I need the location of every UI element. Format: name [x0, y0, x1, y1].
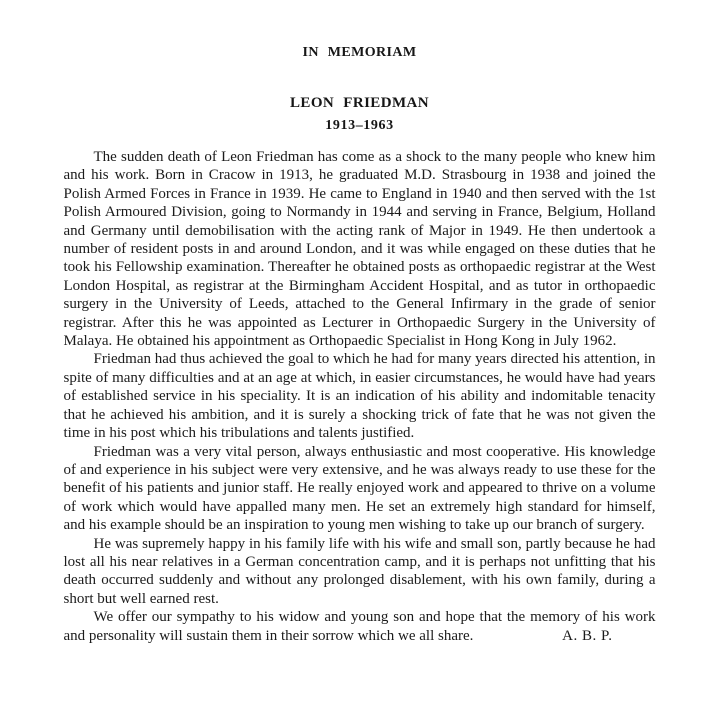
subject-years: 1913–1963 — [325, 118, 394, 133]
obituary-paragraph — [64, 608, 656, 645]
obituary-paragraph: He was supremely happy in his family life with his wife and small son, partly because he had lost all his near relatives in a German concentration camp, and it is perhaps not unfitting that his death occurred suddenly and without any prolonged disablement, with his own family, during a short but well earned rest. — [63, 535, 656, 607]
obituary-paragraph: Friedman was a very vital person, always enthusiastic and most cooperative. His knowledge of and experience in his subject were very extensive, and he was always ready to use these for the benefit of his patients and junior staff. He really enjoyed work and appeared to thrive on a volume of work which would have appalled many men. He set an extremely high standard for himself, and his example should be an inspiration to young men wishing to take up our branch of surgery. — [63, 443, 656, 534]
memoriam-heading: IN MEMORIAM — [302, 45, 417, 60]
subject-name: LEON FRIEDMAN — [290, 95, 429, 111]
signature-initials: A. B. P. — [562, 627, 613, 644]
obituary-paragraph: Friedman had thus achieved the goal to which he had for many years directed his attention, in spite of many difficulties and at an age at which, in easier circumstances, he would have had years of established service in his speciality. It is an indication of his ability and indomitable tenacity that he achieved his ambition, and it is surely a shocking trick of fate that he was not given the time in his post which his tribulations and talents justified. — [63, 351, 656, 442]
closing-paragraph-text: We offer our sympathy to his widow and young son and hope that the memory of his work and personality will sustain them in their sorrow which we all share. — [63, 609, 656, 644]
obituary-body — [64, 148, 656, 645]
obituary-paragraph: The sudden death of Leon Friedman has come as a shock to the many people who knew him and his work. Born in Cracow in 1913, he graduated M.D. Strasbourg in 1938 and joined the Polish Armed Forces in France in 1939. He came to England in 1940 and then served with the 1st Polish Armoured Division, going to Normandy in 1944 and serving in France, Belgium, Holland and Germany until demobilisation with the acting rank of Major in 1949. He then undertook a number of resident posts in and around London, and it was while engaged on these duties that he took his Fellowship examination. Thereafter he obtained posts as orthopaedic registrar at the West London Hospital, as registrar at the Birmingham Accident Hospital, and as tutor in orthopaedic surgery in the University of Leeds, attached to the General Infirmary in the grade of senior registrar. After this he was appointed as Lecturer in Orthopaedic Surgery in the University of Malaya. He obtained his appointment as Orthopaedic Specialist in Hong Kong in July 1962. — [63, 149, 656, 350]
